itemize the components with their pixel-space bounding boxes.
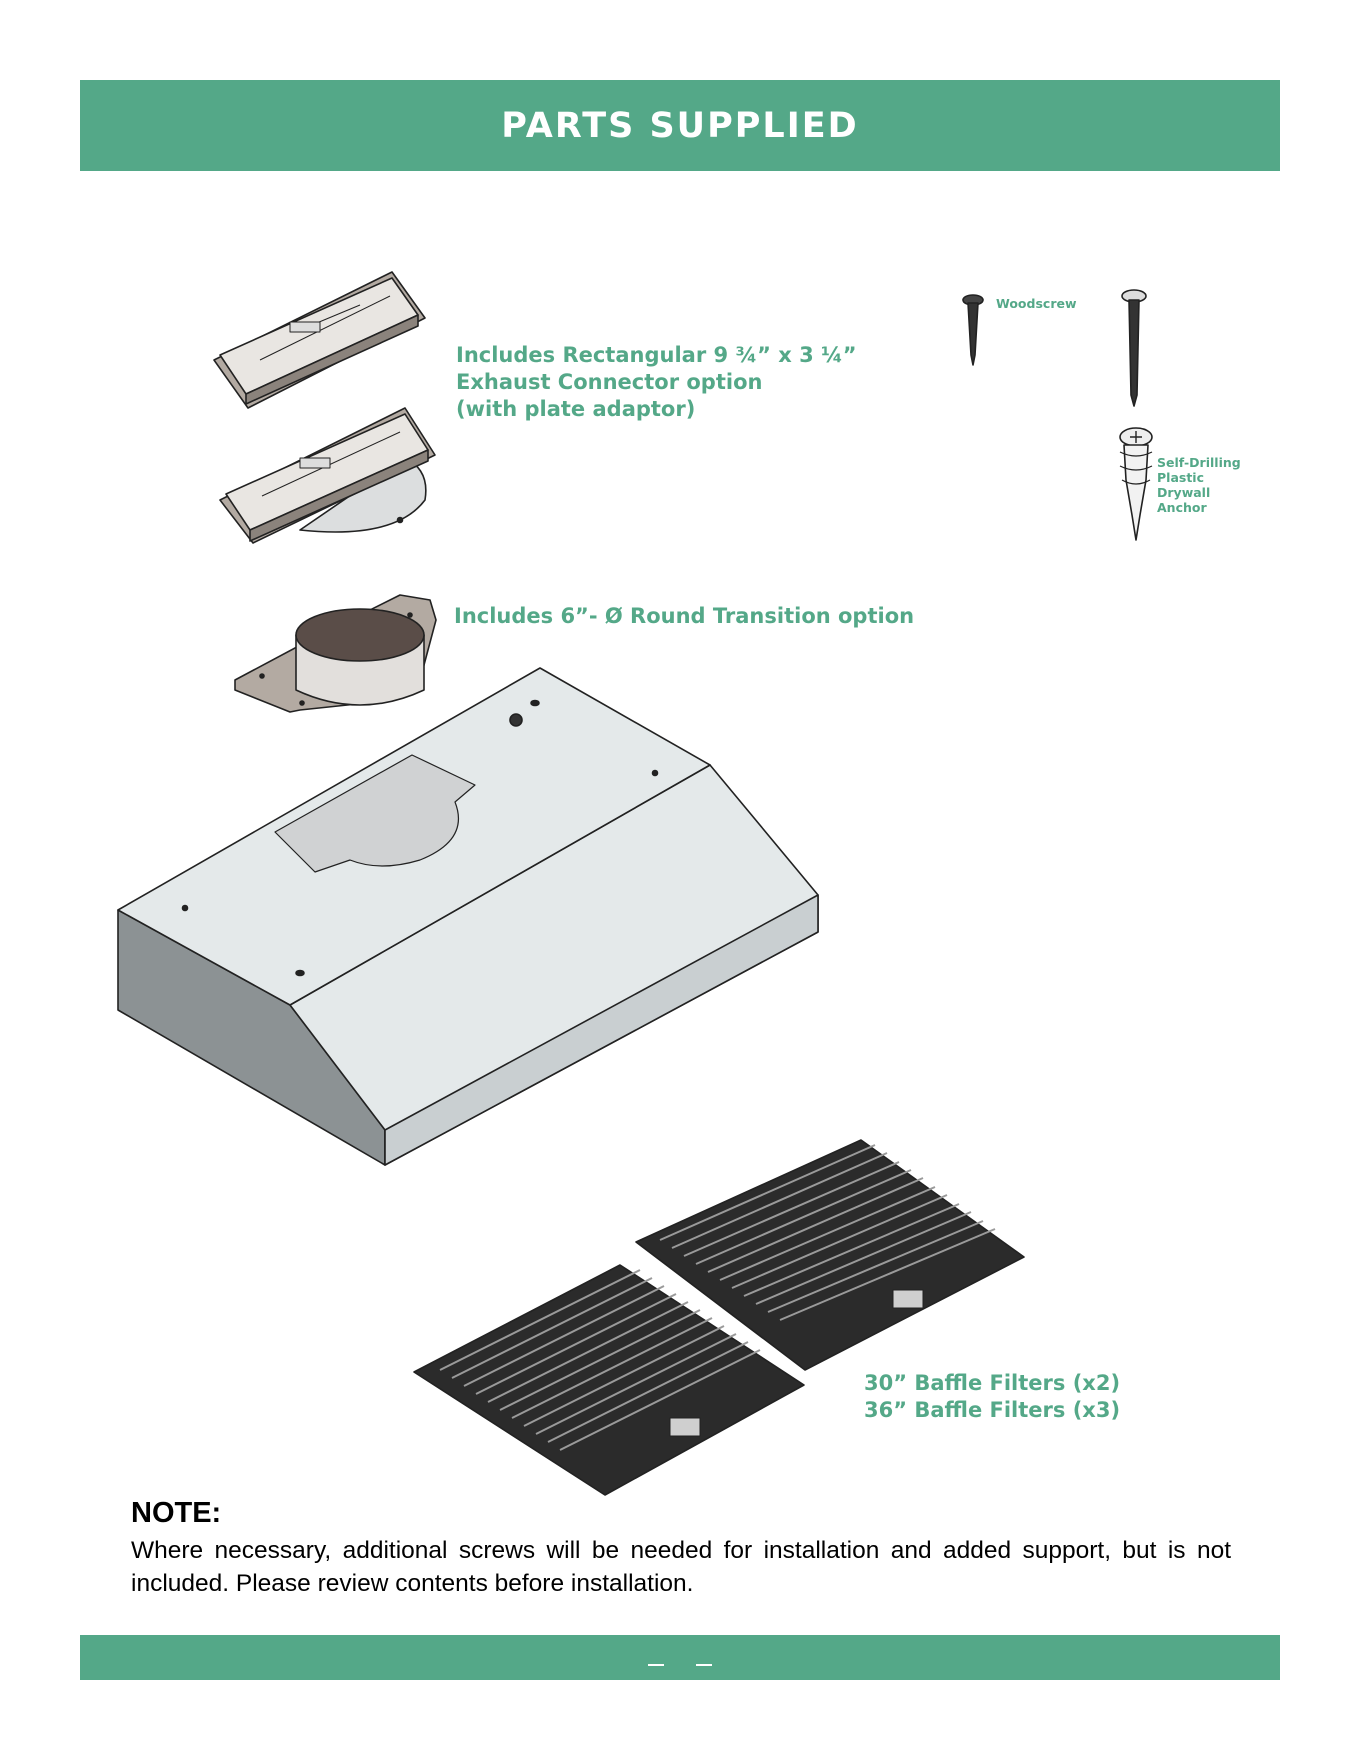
filters-label-line2: 36” Baffle Filters (x3) xyxy=(864,1398,1121,1422)
rect-connector-label-line3: (with plate adaptor) xyxy=(456,397,696,421)
anchor-label-line2: Plastic xyxy=(1157,470,1204,485)
woodscrew-label: Woodscrew xyxy=(996,296,1077,311)
long-screw-illustration xyxy=(1122,290,1146,406)
rect-connector-plate-illustration xyxy=(220,408,435,543)
filters-label xyxy=(864,1370,1120,1424)
note-section xyxy=(131,1497,1231,1600)
range-hood-illustration xyxy=(118,668,818,1165)
round-transition-illustration xyxy=(235,595,436,712)
baffle-filters-illustration xyxy=(414,1140,1024,1495)
woodscrew-illustration xyxy=(963,295,983,365)
footer-dash-right xyxy=(696,1664,712,1666)
page-title: PARTS SUPPLIED xyxy=(501,105,859,146)
footer-dash-left xyxy=(648,1664,664,1666)
anchor-label xyxy=(1157,455,1241,515)
filters-label-line1: 30” Baffle Filters (x2) xyxy=(864,1371,1121,1395)
note-title: NOTE: xyxy=(131,1497,222,1529)
note-body: Where necessary, additional screws will be needed for installation and added support, but is not included. Please review contents before installation. xyxy=(131,1537,1231,1597)
anchor-label-line3: Drywall xyxy=(1157,485,1211,500)
anchor-label-line1: Self-Drilling xyxy=(1157,455,1241,470)
drywall-anchor-illustration xyxy=(1120,428,1152,540)
rect-connector-illustration xyxy=(214,272,425,408)
rect-connector-label-line1: Includes Rectangular 9 ¾” x 3 ¼” xyxy=(456,343,857,367)
footer-band xyxy=(80,1635,1280,1680)
rect-connector-label xyxy=(456,342,857,423)
rect-connector-label-line2: Exhaust Connector option xyxy=(456,370,763,394)
anchor-label-line4: Anchor xyxy=(1157,500,1207,515)
round-transition-label: Includes 6”- Ø Round Transition option xyxy=(454,604,915,628)
